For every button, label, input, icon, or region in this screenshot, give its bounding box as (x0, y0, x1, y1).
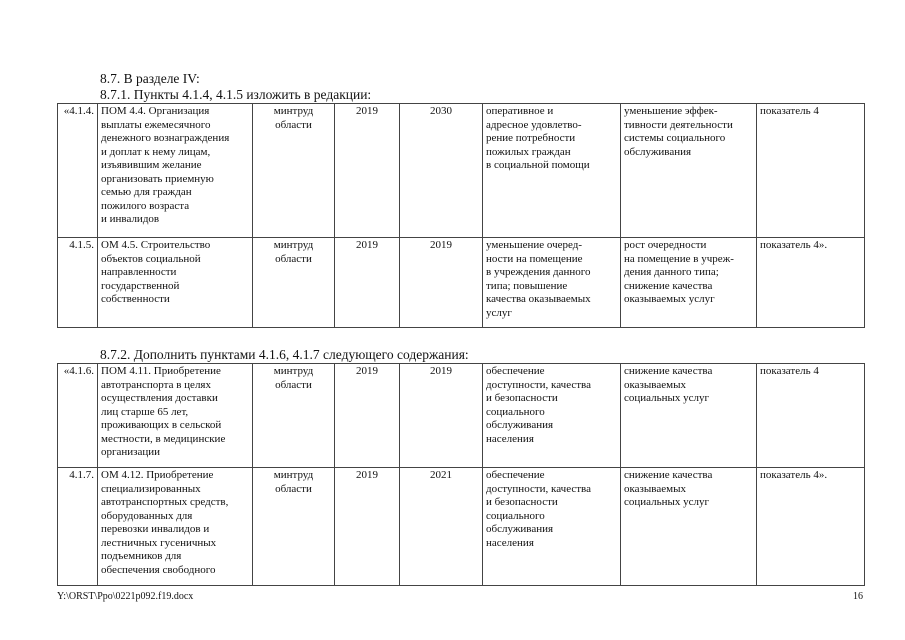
indicator: показатель 4 (757, 104, 865, 238)
failure-consequence: снижение качества оказываемых социальных услуг (621, 468, 757, 586)
indicator: показатель 4». (757, 238, 865, 328)
failure-consequence: снижение качества оказываемых социальных услуг (621, 364, 757, 468)
end-year: 2021 (400, 468, 483, 586)
indicator: показатель 4 (757, 364, 865, 468)
measure-name: ОМ 4.12. Приобретение специализированных автотранспортных средств, оборудованных для перевозки инвалидов и лестничных гусеничных подъемников для обеспечения свободного (98, 468, 253, 586)
indicator: показатель 4». (757, 468, 865, 586)
measure-name: ПОМ 4.4. Организация выплаты ежемесячного денежного вознаграждения и доплат к нему лицам, изъявившим желание организовать приемную семью для граждан пожилого возраста и инвалидов (98, 104, 253, 238)
page-number: 16 (853, 591, 863, 602)
executor: минтруд области (253, 238, 335, 328)
start-year: 2019 (335, 468, 400, 586)
end-year: 2019 (400, 364, 483, 468)
table-row (58, 104, 865, 238)
section-heading: 8.7. В разделе IV: (100, 71, 200, 86)
start-year: 2019 (335, 238, 400, 328)
expected-result: оперативное и адресное удовлетво- рение потребности пожилых граждан в социальной помощи (483, 104, 621, 238)
item-number: 4.1.5. (58, 238, 98, 328)
expected-result: обеспечение доступности, качества и безопасности социального обслуживания населения (483, 468, 621, 586)
subsection-heading-2: 8.7.2. Дополнить пунктами 4.1.6, 4.1.7 следующего содержания: (100, 347, 469, 362)
table-row (58, 238, 865, 328)
executor: минтруд области (253, 468, 335, 586)
end-year: 2019 (400, 238, 483, 328)
measure-name: ПОМ 4.11. Приобретение автотранспорта в целях осуществления доставки лиц старше 65 лет, проживающих в сельской местности, в медицинские организации (98, 364, 253, 468)
item-number: «4.1.4. (58, 104, 98, 238)
item-number: 4.1.7. (58, 468, 98, 586)
failure-consequence: рост очередности на помещение в учреж- дения данного типа; снижение качества оказываемых услуг (621, 238, 757, 328)
executor: минтруд области (253, 364, 335, 468)
table-row (58, 364, 865, 468)
end-year: 2030 (400, 104, 483, 238)
expected-result: уменьшение очеред- ности на помещение в учреждения данного типа; повышение качества оказываемых услуг (483, 238, 621, 328)
failure-consequence: уменьшение эффек- тивности деятельности системы социального обслуживания (621, 104, 757, 238)
footer-file-path: Y:\ORST\Ppo\0221p092.f19.docx (57, 591, 194, 602)
executor: минтруд области (253, 104, 335, 238)
subsection-heading-1: 8.7.1. Пункты 4.1.4, 4.1.5 изложить в редакции: (100, 87, 372, 102)
measures-table-2 (57, 363, 865, 586)
expected-result: обеспечение доступности, качества и безопасности социального обслуживания населения (483, 364, 621, 468)
item-number: «4.1.6. (58, 364, 98, 468)
start-year: 2019 (335, 104, 400, 238)
measures-table-1 (57, 103, 865, 328)
measure-name: ОМ 4.5. Строительство объектов социальной направленности государственной собственности (98, 238, 253, 328)
start-year: 2019 (335, 364, 400, 468)
table-row (58, 468, 865, 586)
